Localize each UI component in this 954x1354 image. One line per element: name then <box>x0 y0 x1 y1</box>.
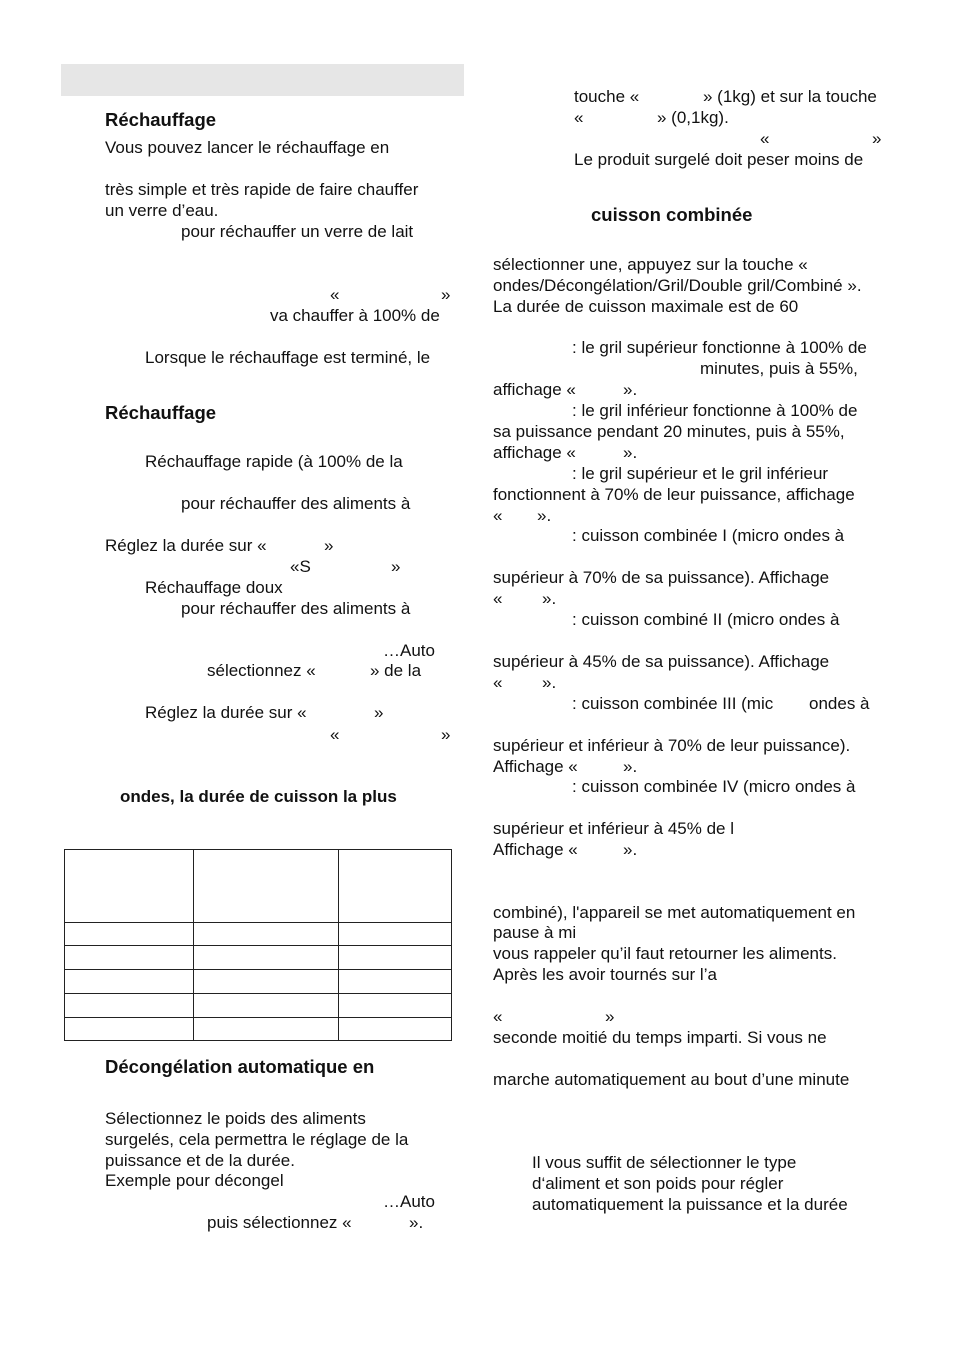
text-line: Affichage « <box>493 757 578 776</box>
text-line: …Auto <box>383 1192 435 1211</box>
table-row <box>65 923 452 946</box>
table-cell <box>339 850 452 923</box>
text-line: va chauffer à 100% de <box>270 306 440 325</box>
text-line: puissance et de la durée. <box>105 1151 295 1170</box>
table-cell <box>339 923 452 946</box>
text-line: Réchauffage rapide (à 100% de la <box>145 452 403 471</box>
text-line: puis sélectionnez « <box>207 1213 352 1232</box>
table-row <box>65 946 452 969</box>
table-cell <box>194 923 339 946</box>
text-line: sélectionner une, appuyez sur la touche « <box>493 255 808 274</box>
table-cell <box>194 850 339 923</box>
text-line: supérieur à 70% de sa puissance). Affichage <box>493 568 830 587</box>
heading-cuisson-combinee: cuisson combinée <box>591 204 753 225</box>
table-cell <box>65 969 194 993</box>
text-line: ondes à <box>809 694 870 713</box>
text-line: : le gril inférieur fonctionne à 100% de <box>572 401 858 420</box>
table-cell <box>65 993 194 1017</box>
text-line: ». <box>542 589 557 608</box>
text-line: Affichage « <box>493 840 578 859</box>
table-cell <box>194 993 339 1017</box>
text-line: ». <box>623 757 638 776</box>
table-cell <box>194 1017 339 1040</box>
table-cell <box>194 946 339 969</box>
quote-close: » <box>391 557 401 576</box>
quote-close: » <box>605 1007 615 1026</box>
text-line: ». <box>623 380 638 399</box>
text-line: pour réchauffer des aliments à <box>181 599 411 618</box>
heading-rechauffage: Réchauffage <box>105 109 217 130</box>
quote-open: « <box>493 589 503 608</box>
text-line: supérieur et inférieur à 45% de l <box>493 819 734 838</box>
bold-note: ondes, la durée de cuisson la plus <box>120 787 397 806</box>
text-line: touche « <box>574 87 640 106</box>
text-line: ondes/Décongélation/Gril/Double gril/Combiné ». <box>493 276 862 295</box>
text-line: : cuisson combinée III (mic <box>572 694 774 713</box>
text-line: automatiquement la puissance et la durée <box>532 1195 848 1214</box>
text-line: minutes, puis à 55%, <box>700 359 858 378</box>
text-line: Vous pouvez lancer le réchauffage en <box>105 138 390 157</box>
text-line: affichage « <box>493 380 576 399</box>
text-line: La durée de cuisson maximale est de 60 <box>493 297 799 316</box>
quote-open: « <box>760 129 770 148</box>
text-line: : cuisson combiné II (micro ondes à <box>572 610 840 629</box>
text-line: Le produit surgelé doit peser moins de <box>574 150 864 169</box>
quote-close: » <box>441 285 451 304</box>
data-table <box>64 849 452 1041</box>
text-line: pour réchauffer un verre de lait <box>181 222 414 241</box>
table-cell <box>65 923 194 946</box>
text-line: ». <box>623 443 638 462</box>
table-cell <box>194 969 339 993</box>
table-cell <box>339 993 452 1017</box>
text-line: Il vous suffit de sélectionner le type <box>532 1153 797 1172</box>
text-line: pour réchauffer des aliments à <box>181 494 411 513</box>
quote-close: » <box>374 703 384 722</box>
heading-decongelation: Décongélation automatique en <box>105 1056 375 1077</box>
text-line: » (0,1kg). <box>657 108 729 127</box>
text-line: …Auto <box>383 641 435 660</box>
text-line: sa puissance pendant 20 minutes, puis à 55%, <box>493 422 845 441</box>
text-line: supérieur à 45% de sa puissance). Affichage <box>493 652 830 671</box>
text-line: Réglez la durée sur « <box>105 536 267 555</box>
table-cell <box>339 1017 452 1040</box>
text-line: ». <box>542 673 557 692</box>
heading-rechauffage-2: Réchauffage <box>105 402 217 423</box>
text-line: surgelés, cela permettra le réglage de la <box>105 1130 409 1149</box>
table-cell <box>339 969 452 993</box>
text-line: «S <box>290 557 311 576</box>
section-header-bar <box>61 64 464 96</box>
text-line: vous rappeler qu’il faut retourner les aliments. <box>493 944 837 963</box>
text-line: Réglez la durée sur « <box>145 703 307 722</box>
text-line: sélectionnez « <box>207 661 316 680</box>
quote-open: « <box>493 1007 503 1026</box>
text-line: affichage « <box>493 443 576 462</box>
table-cell <box>339 946 452 969</box>
text-line: » de la <box>370 661 422 680</box>
quote-close: » <box>324 536 334 555</box>
table-row <box>65 993 452 1017</box>
text-line: seconde moitié du temps imparti. Si vous ne <box>493 1028 827 1047</box>
quote-close: » <box>872 129 882 148</box>
text-line: ». <box>537 506 552 525</box>
text-line: ». <box>409 1213 424 1232</box>
quote-open: « <box>330 725 340 744</box>
text-line: Sélectionnez le poids des aliments <box>105 1109 366 1128</box>
quote-open: « <box>493 673 503 692</box>
table-cell <box>65 850 194 923</box>
text-line: : cuisson combinée IV (micro ondes à <box>572 777 856 796</box>
text-line: : le gril supérieur fonctionne à 100% de <box>572 338 867 357</box>
text-line: fonctionnent à 70% de leur puissance, affichage <box>493 485 855 504</box>
text-line: d‘aliment et son poids pour régler <box>532 1174 784 1193</box>
text-line: très simple et très rapide de faire chauffer <box>105 180 419 199</box>
quote-open: « <box>493 506 503 525</box>
table-header-row <box>65 850 452 923</box>
table-row <box>65 969 452 993</box>
text-line: Lorsque le réchauffage est terminé, le <box>145 348 431 367</box>
text-line: ». <box>623 840 638 859</box>
table-cell <box>65 1017 194 1040</box>
text-line: Après les avoir tournés sur l’a <box>493 965 717 984</box>
table-row <box>65 1017 452 1040</box>
text-line: » (1kg) et sur la touche <box>703 87 877 106</box>
quote-close: » <box>441 725 451 744</box>
text-line: marche automatiquement au bout d’une minute <box>493 1070 850 1089</box>
table-cell <box>65 946 194 969</box>
text-line: Exemple pour décongel <box>105 1171 284 1190</box>
quote-open: « <box>330 285 340 304</box>
text-line: pause à mi <box>493 923 577 942</box>
quote-open: « <box>574 108 584 127</box>
text-line: : cuisson combinée I (micro ondes à <box>572 526 845 545</box>
text-line: supérieur et inférieur à 70% de leur puissance). <box>493 736 851 755</box>
text-line: : le gril supérieur et le gril inférieur <box>572 464 829 483</box>
text-line: combiné), l'appareil se met automatiquement en <box>493 903 856 922</box>
text-line: Réchauffage doux <box>145 578 283 597</box>
text-line: un verre d’eau. <box>105 201 219 220</box>
